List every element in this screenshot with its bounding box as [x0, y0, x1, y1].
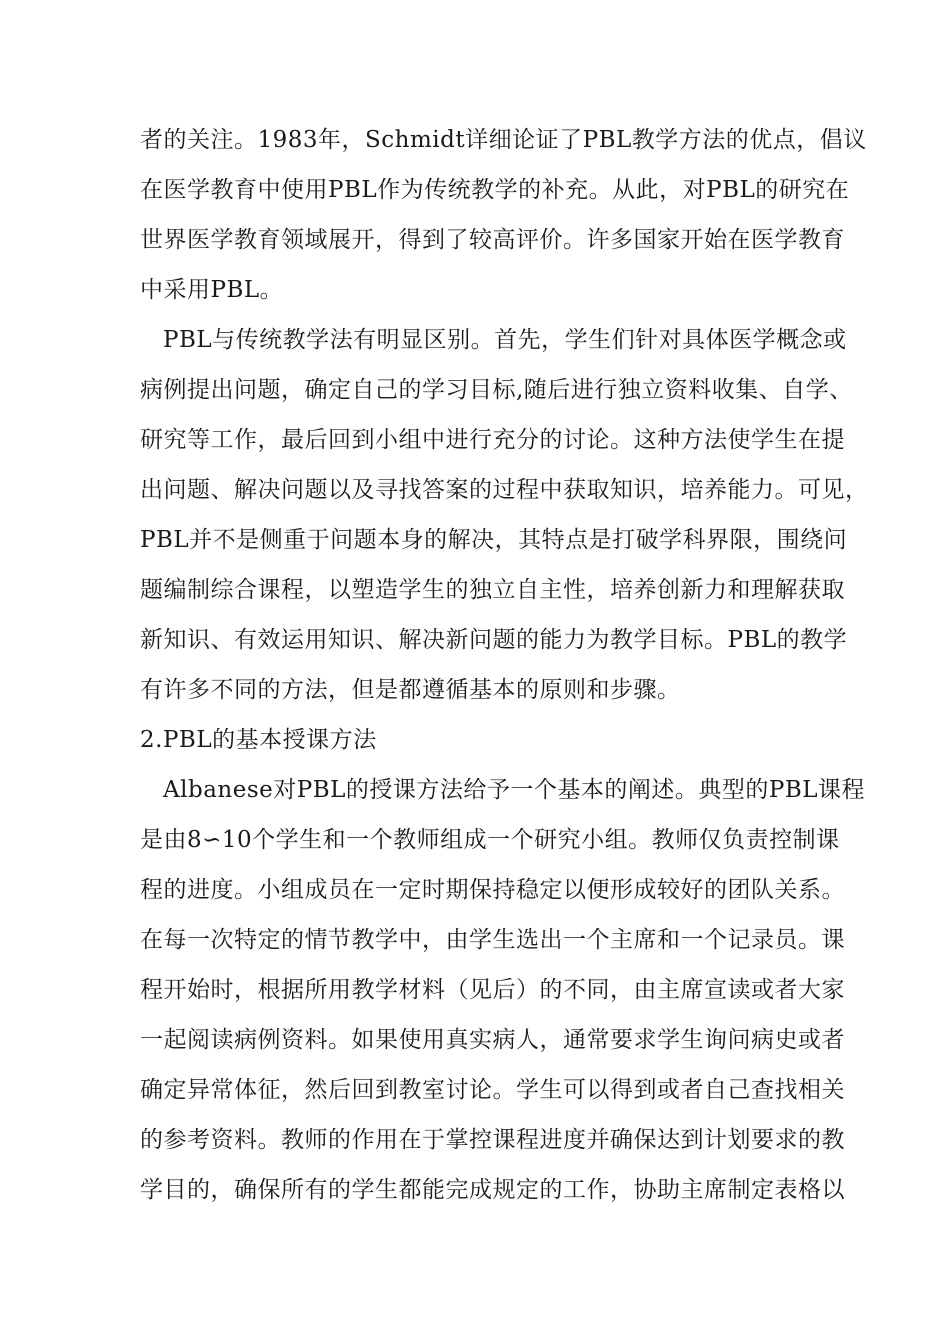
text-line: 世界医学教育领域展开，得到了较高评价。许多国家开始在医学教育	[140, 227, 845, 253]
text-line: 一起阅读病例资料。如果使用真实病人，通常要求学生询问病史或者	[140, 1027, 845, 1053]
text-line: 新知识、有效运用知识、解决新问题的能力为教学目标。PBL的教学	[140, 627, 848, 653]
text-line: 题编制综合课程，以塑造学生的独立自主性，培养创新力和理解获取	[140, 577, 845, 603]
text-line: PBL并不是侧重于问题本身的解决，其特点是打破学科界限，围绕问	[140, 527, 848, 553]
text-line: 的参考资料。教师的作用在于掌控课程进度并确保达到计划要求的教	[140, 1127, 845, 1153]
section-heading: 2.PBL的基本授课方法	[140, 727, 377, 753]
text-line: 确定异常体征，然后回到教室讨论。学生可以得到或者自己查找相关	[140, 1077, 845, 1103]
text-line: 病例提出问题，确定自己的学习目标,随后进行独立资料收集、自学、	[140, 377, 853, 403]
text-line: 在医学教育中使用PBL作为传统教学的补充。从此，对PBL的研究在	[140, 177, 850, 203]
text-line: 是由8∽10个学生和一个教师组成一个研究小组。教师仅负责控制课	[140, 827, 840, 853]
text-line: 研究等工作，最后回到小组中进行充分的讨论。这种方法使学生在提	[140, 427, 845, 453]
text-line: 中采用PBL。	[140, 277, 284, 303]
text-line: 程开始时，根据所用教学材料（见后）的不同，由主席宣读或者大家	[140, 977, 845, 1003]
paragraph-start-line: PBL与传统教学法有明显区别。首先，学生们针对具体医学概念或	[163, 327, 847, 353]
paragraph-start-line: Albanese对PBL的授课方法给予一个基本的阐述。典型的PBL课程	[163, 777, 866, 803]
text-line: 有许多不同的方法，但是都遵循基本的原则和步骤。	[140, 677, 681, 703]
text-line: 者的关注。1983年，Schmidt详细论证了PBL教学方法的优点，倡议	[140, 127, 867, 153]
text-line: 出问题、解决问题以及寻找答案的过程中获取知识，培养能力。可见，	[140, 477, 869, 503]
text-line: 在每一次特定的情节教学中，由学生选出一个主席和一个记录员。课	[140, 927, 845, 953]
text-line: 学目的，确保所有的学生都能完成规定的工作，协助主席制定表格以	[140, 1177, 845, 1203]
text-line: 程的进度。小组成员在一定时期保持稳定以便形成较好的团队关系。	[140, 877, 845, 903]
